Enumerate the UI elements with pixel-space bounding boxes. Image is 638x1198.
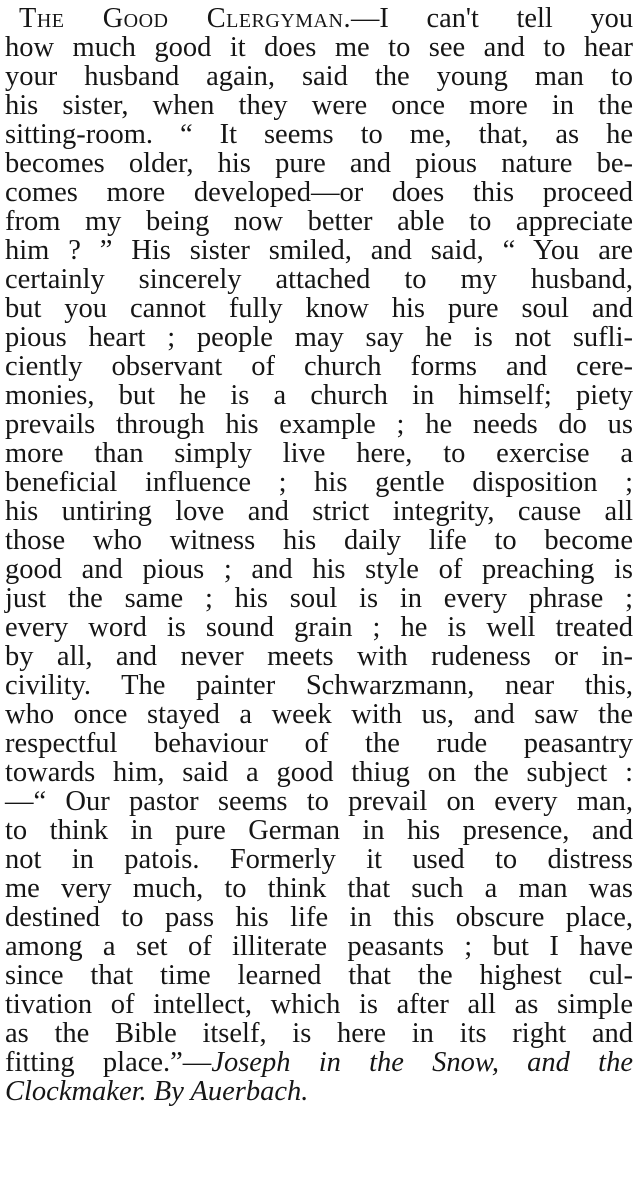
article-line-9: him ? ” His sister smiled, and said, “ You are [5,235,633,266]
article-line-29: to think in pure German in his presence, and [5,815,633,846]
article-heading: The Good Clergyman. [19,3,352,34]
article-line-20: good and pious ; and his style of preaching is [5,554,633,585]
article-line-24: civility. The painter Schwarzmann, near this, [5,670,633,701]
article-line-32: destined to pass his life in this obscure place, [5,902,633,933]
article-line-3: your husband again, said the young man to [5,61,633,92]
article-column [5,4,633,1106]
article-line-13: ciently observant of church forms and cere- [5,351,633,382]
article-line-7: comes more developed—or does this proceed [5,177,633,208]
article-line-22: every word is sound grain ; he is well treated [5,612,633,643]
article-line-23: by all, and never meets with rudeness or in- [5,641,633,672]
article-source-title: Joseph in the Snow, and the [211,1047,633,1078]
article-line-37 [5,1048,633,1077]
article-line-6: becomes older, his pure and pious nature be- [5,148,633,179]
article-line-1 [5,4,633,33]
article-line-4: his sister, when they were once more in the [5,90,633,121]
article-source-line: Clockmaker. By Auerbach. [5,1076,309,1107]
article-line-25: who once stayed a week with us, and saw the [5,699,633,730]
article-line-31: me very much, to think that such a man was [5,873,633,904]
article-line-11: but you cannot fully know his pure soul and [5,293,633,324]
article-line-2: how much good it does me to see and to hear [5,32,633,63]
article-line-27: towards him, said a good thiug on the subject : [5,757,633,788]
article-line-30: not in patois. Formerly it used to distress [5,844,633,875]
article-line-33: among a set of illiterate peasants ; but I have [5,931,633,962]
article-line-21: just the same ; his soul is in every phrase ; [5,583,633,614]
article-line-8: from my being now better able to appreciate [5,206,633,237]
article-line-5: sitting-room. “ It seems to me, that, as he [5,119,633,150]
article-line-18: his untiring love and strict integrity, cause all [5,496,633,527]
article-line-17: beneficial influence ; his gentle disposition ; [5,467,633,498]
article-line-14: monies, but he is a church in himself; piety [5,380,633,411]
article-line-26: respectful behaviour of the rude peasantry [5,728,633,759]
article-closing-text: fitting place.”— [5,1047,212,1078]
article-line-36: as the Bible itself, is here in its right and [5,1018,633,1049]
article-line-28: —“ Our pastor seems to prevail on every man, [5,786,633,817]
article-line-34: since that time learned that the highest cul- [5,960,633,991]
article-line-16: more than simply live here, to exercise a [5,438,633,469]
article-line-15: prevails through his example ; he needs do us [5,409,633,440]
article-line-12: pious heart ; people may say he is not sufli- [5,322,633,353]
article-line-10: certainly sincerely attached to my husband, [5,264,633,295]
article-line-1-text: —I can't tell you [351,3,633,34]
article-line-19: those who witness his daily life to become [5,525,633,556]
article-line-35: tivation of intellect, which is after all as simple [5,989,633,1020]
